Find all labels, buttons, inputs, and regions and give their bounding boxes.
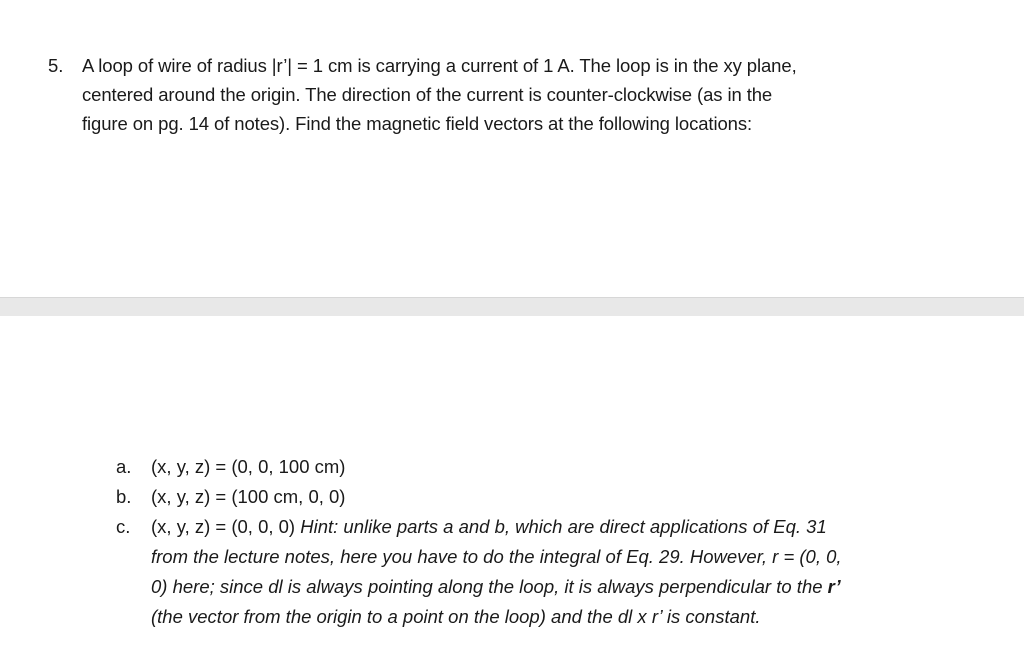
part-c-bold-r: r’ xyxy=(827,576,841,597)
part-c-hint-3: 0) here; since dl is always pointing along the loop, it is always perpendicular to the xyxy=(151,576,828,597)
part-c xyxy=(0,512,1024,627)
part-c-line-1 xyxy=(151,512,991,542)
part-a xyxy=(0,452,1024,482)
part-b-label: b. xyxy=(116,486,132,507)
page-area-top xyxy=(0,0,1024,297)
part-c-hint-2: from the lecture notes, here you have to do the integral of Eq. 29. However, r = (0, 0, xyxy=(151,546,842,567)
part-c-hint-4: (the vector from the origin to a point on the loop) and the dl x r’ is constant. xyxy=(151,606,761,627)
question-line-3: figure on pg. 14 of notes). Find the magnetic field vectors at the following locations: xyxy=(82,113,753,134)
part-c-text: (x, y, z) = (0, 0, 0) xyxy=(151,516,301,537)
parts-list xyxy=(0,452,1024,627)
question-line-1: A loop of wire of radius |r’| = 1 cm is carrying a current of 1 A. The loop is in the xy plane, xyxy=(82,55,797,76)
question-line-2: centered around the origin. The direction of the current is counter-clockwise (as in the xyxy=(82,84,773,105)
part-c-body xyxy=(151,512,991,632)
page-break-gap xyxy=(0,297,1024,316)
question-number: 5. xyxy=(48,55,64,76)
part-a-text: (x, y, z) = (0, 0, 100 cm) xyxy=(151,456,346,477)
part-c-line-3 xyxy=(151,572,991,602)
part-b-text: (x, y, z) = (100 cm, 0, 0) xyxy=(151,486,346,507)
question-text xyxy=(82,51,952,138)
part-c-label: c. xyxy=(116,516,131,537)
part-a-label: a. xyxy=(116,456,132,477)
part-b xyxy=(0,482,1024,512)
part-c-hint-1: Hint: unlike parts a and b, which are direct applications of Eq. 31 xyxy=(300,516,827,537)
